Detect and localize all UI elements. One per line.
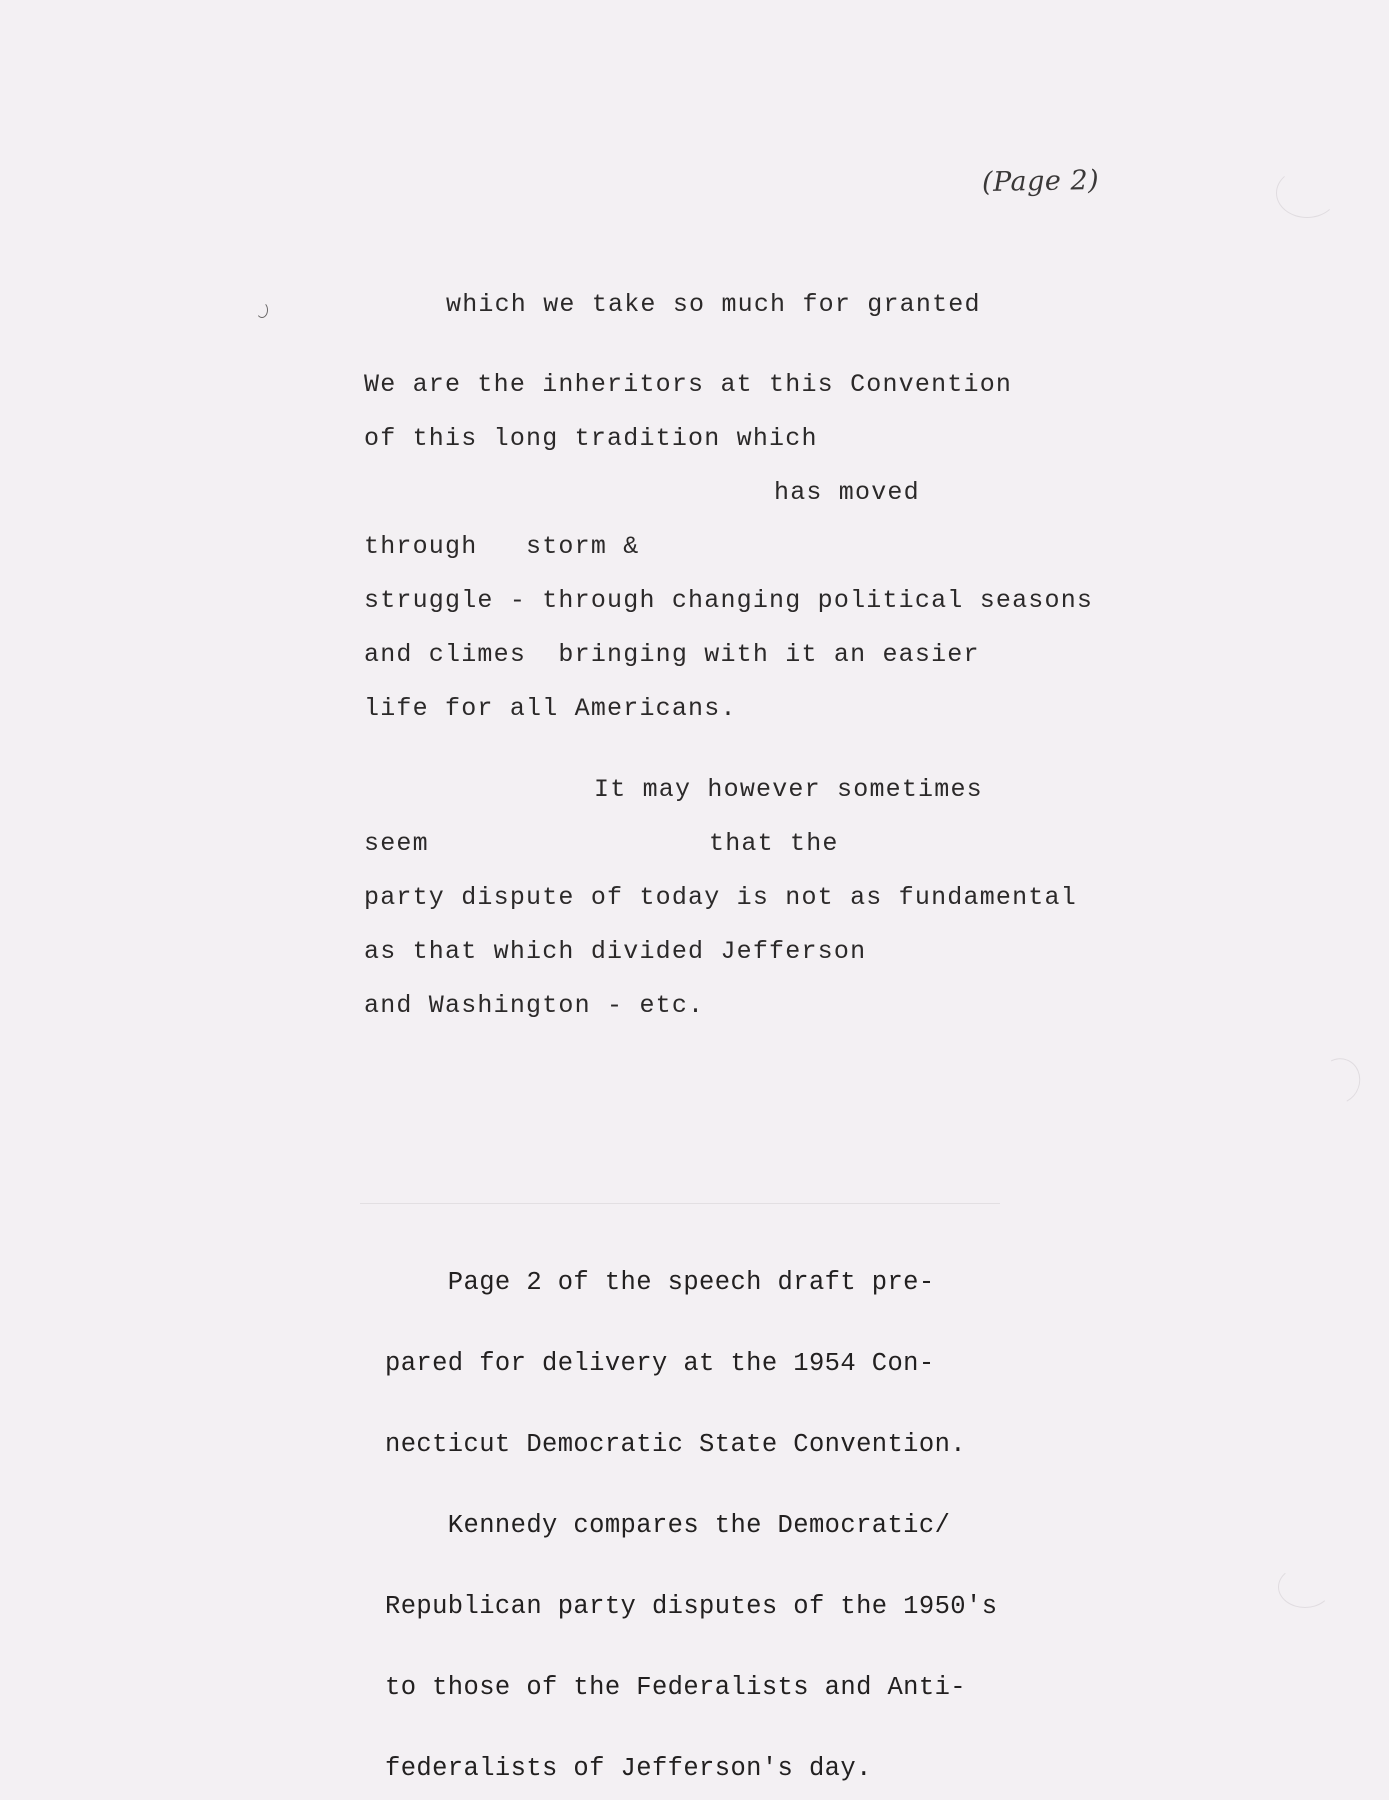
draft-line: and climes bringing with it an easier [364, 640, 980, 669]
draft-line: We are the inheritors at this Convention [364, 370, 1013, 399]
draft-line: of this long tradition which [364, 424, 818, 453]
caption-line: Page 2 of the speech draft pre- [385, 1268, 935, 1297]
caption-line: to those of the Federalists and Anti- [385, 1673, 966, 1702]
draft-line: has moved [774, 478, 920, 507]
caption-line: pared for delivery at the 1954 Con- [385, 1349, 935, 1378]
paper-mark [256, 302, 268, 318]
draft-line: which we take so much for granted [446, 290, 981, 319]
draft-line: as that which divided Jefferson [364, 937, 867, 966]
caption-line: Kennedy compares the Democratic/ [385, 1511, 951, 1540]
draft-line: life for all Americans. [364, 694, 737, 723]
draft-line: through storm & [364, 532, 640, 561]
draft-line: It may however sometimes [594, 775, 983, 804]
draft-line: that the [709, 829, 839, 858]
draft-line: and Washington - etc. [364, 991, 705, 1020]
paper-mark [1276, 168, 1338, 218]
paper-mark [1278, 1566, 1332, 1608]
draft-line: party dispute of today is not as fundamental [364, 883, 1077, 912]
archive-caption [385, 1215, 997, 1800]
caption-line: Republican party disputes of the 1950's [385, 1592, 998, 1621]
draft-line: seem [364, 829, 429, 858]
page-number-annotation: (Page 2) [981, 164, 1100, 199]
draft-line: struggle - through changing political seasons [364, 586, 1094, 615]
caption-line: federalists of Jefferson's day. [385, 1754, 872, 1783]
caption-line: necticut Democratic State Convention. [385, 1430, 966, 1459]
caption-divider [360, 1203, 1000, 1204]
paper-mark [1311, 1052, 1366, 1110]
